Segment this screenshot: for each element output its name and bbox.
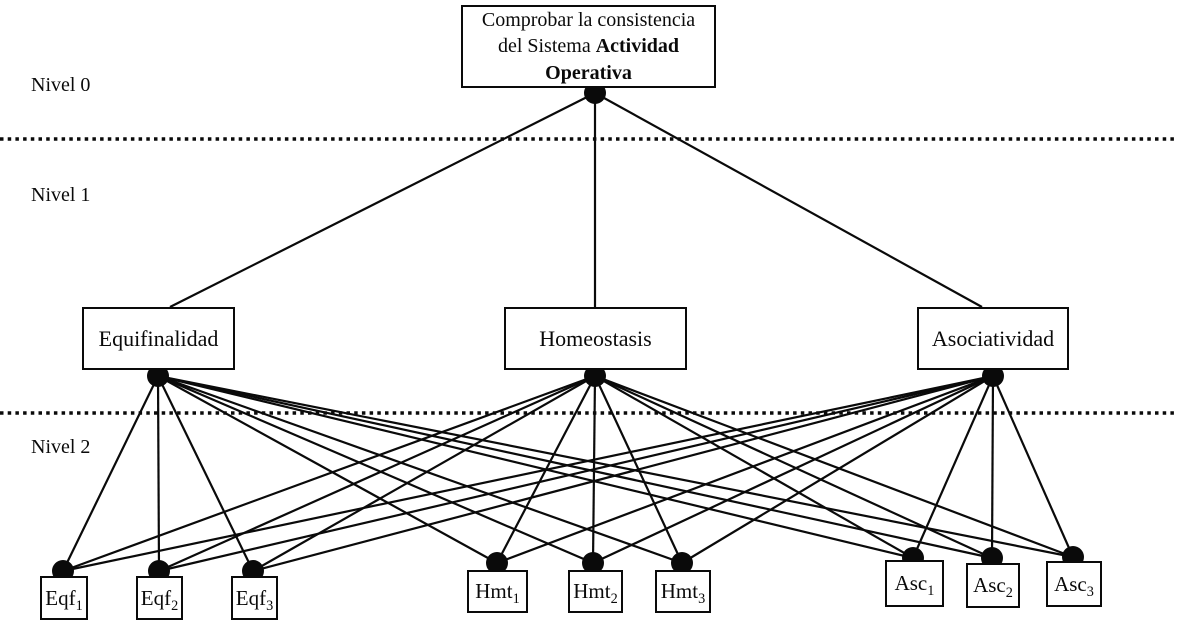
goal-node-actividad-operativa xyxy=(461,5,716,88)
alternative-label: Eqf$_3$ xyxy=(235,585,274,614)
level-label-nivel-1: Nivel 1 xyxy=(31,184,91,206)
criterion-node-asociatividad xyxy=(917,307,1069,370)
alternative-node-hmt1 xyxy=(467,570,528,613)
level-label-nivel-0: Nivel 0 xyxy=(31,74,91,96)
alternative-label: Asc$_3$ xyxy=(1054,571,1094,600)
edge-asociatividad-hmt2 xyxy=(593,376,993,563)
alternative-label: Hmt$_1$ xyxy=(475,579,520,608)
alternative-node-asc3 xyxy=(1046,561,1102,607)
edge-equifinalidad-hmt1 xyxy=(158,376,497,563)
edge-equifinalidad-eqf2 xyxy=(158,376,159,571)
edge-equifinalidad-hmt2 xyxy=(158,376,593,563)
alternative-node-hmt2 xyxy=(568,570,623,613)
goal-node-bold-text: Actividad Operativa xyxy=(545,35,680,84)
alternative-label: Hmt$_3$ xyxy=(660,579,706,608)
edge-root-equifinalidad xyxy=(170,93,595,307)
alternative-node-eqf1 xyxy=(40,576,88,620)
alternative-node-eqf3 xyxy=(231,576,278,620)
alternative-node-eqf2 xyxy=(136,576,183,620)
edge-asociatividad-eqf2 xyxy=(159,376,993,571)
alternative-label: Hmt$_2$ xyxy=(573,579,618,608)
criterion-label: Equifinalidad xyxy=(98,325,219,351)
edge-asociatividad-asc2 xyxy=(992,376,993,558)
criterion-label: Asociatividad xyxy=(931,325,1055,351)
alternative-label: Eqf$_1$ xyxy=(45,585,83,614)
alternative-label: Asc$_1$ xyxy=(894,571,935,600)
alternative-label: Eqf$_2$ xyxy=(140,585,179,614)
alternative-node-asc2 xyxy=(966,563,1020,608)
alternative-node-hmt3 xyxy=(655,570,711,613)
edge-root-asociatividad xyxy=(595,93,982,307)
goal-node-text: Comprobar la consistencia del Sistema Actividad Operativa xyxy=(481,8,696,84)
level-label-nivel-2: Nivel 2 xyxy=(31,436,91,458)
edge-asociatividad-asc3 xyxy=(993,376,1073,557)
alternative-node-asc1 xyxy=(885,560,944,607)
criterion-node-equifinalidad xyxy=(82,307,235,370)
edge-asociatividad-asc1 xyxy=(913,376,993,558)
edge-asociatividad-hmt1 xyxy=(497,376,993,563)
criterion-node-homeostasis xyxy=(504,307,687,370)
edge-asociatividad-hmt3 xyxy=(682,376,993,563)
criterion-label: Homeostasis xyxy=(539,325,652,351)
alternative-label: Asc$_2$ xyxy=(973,573,1013,602)
